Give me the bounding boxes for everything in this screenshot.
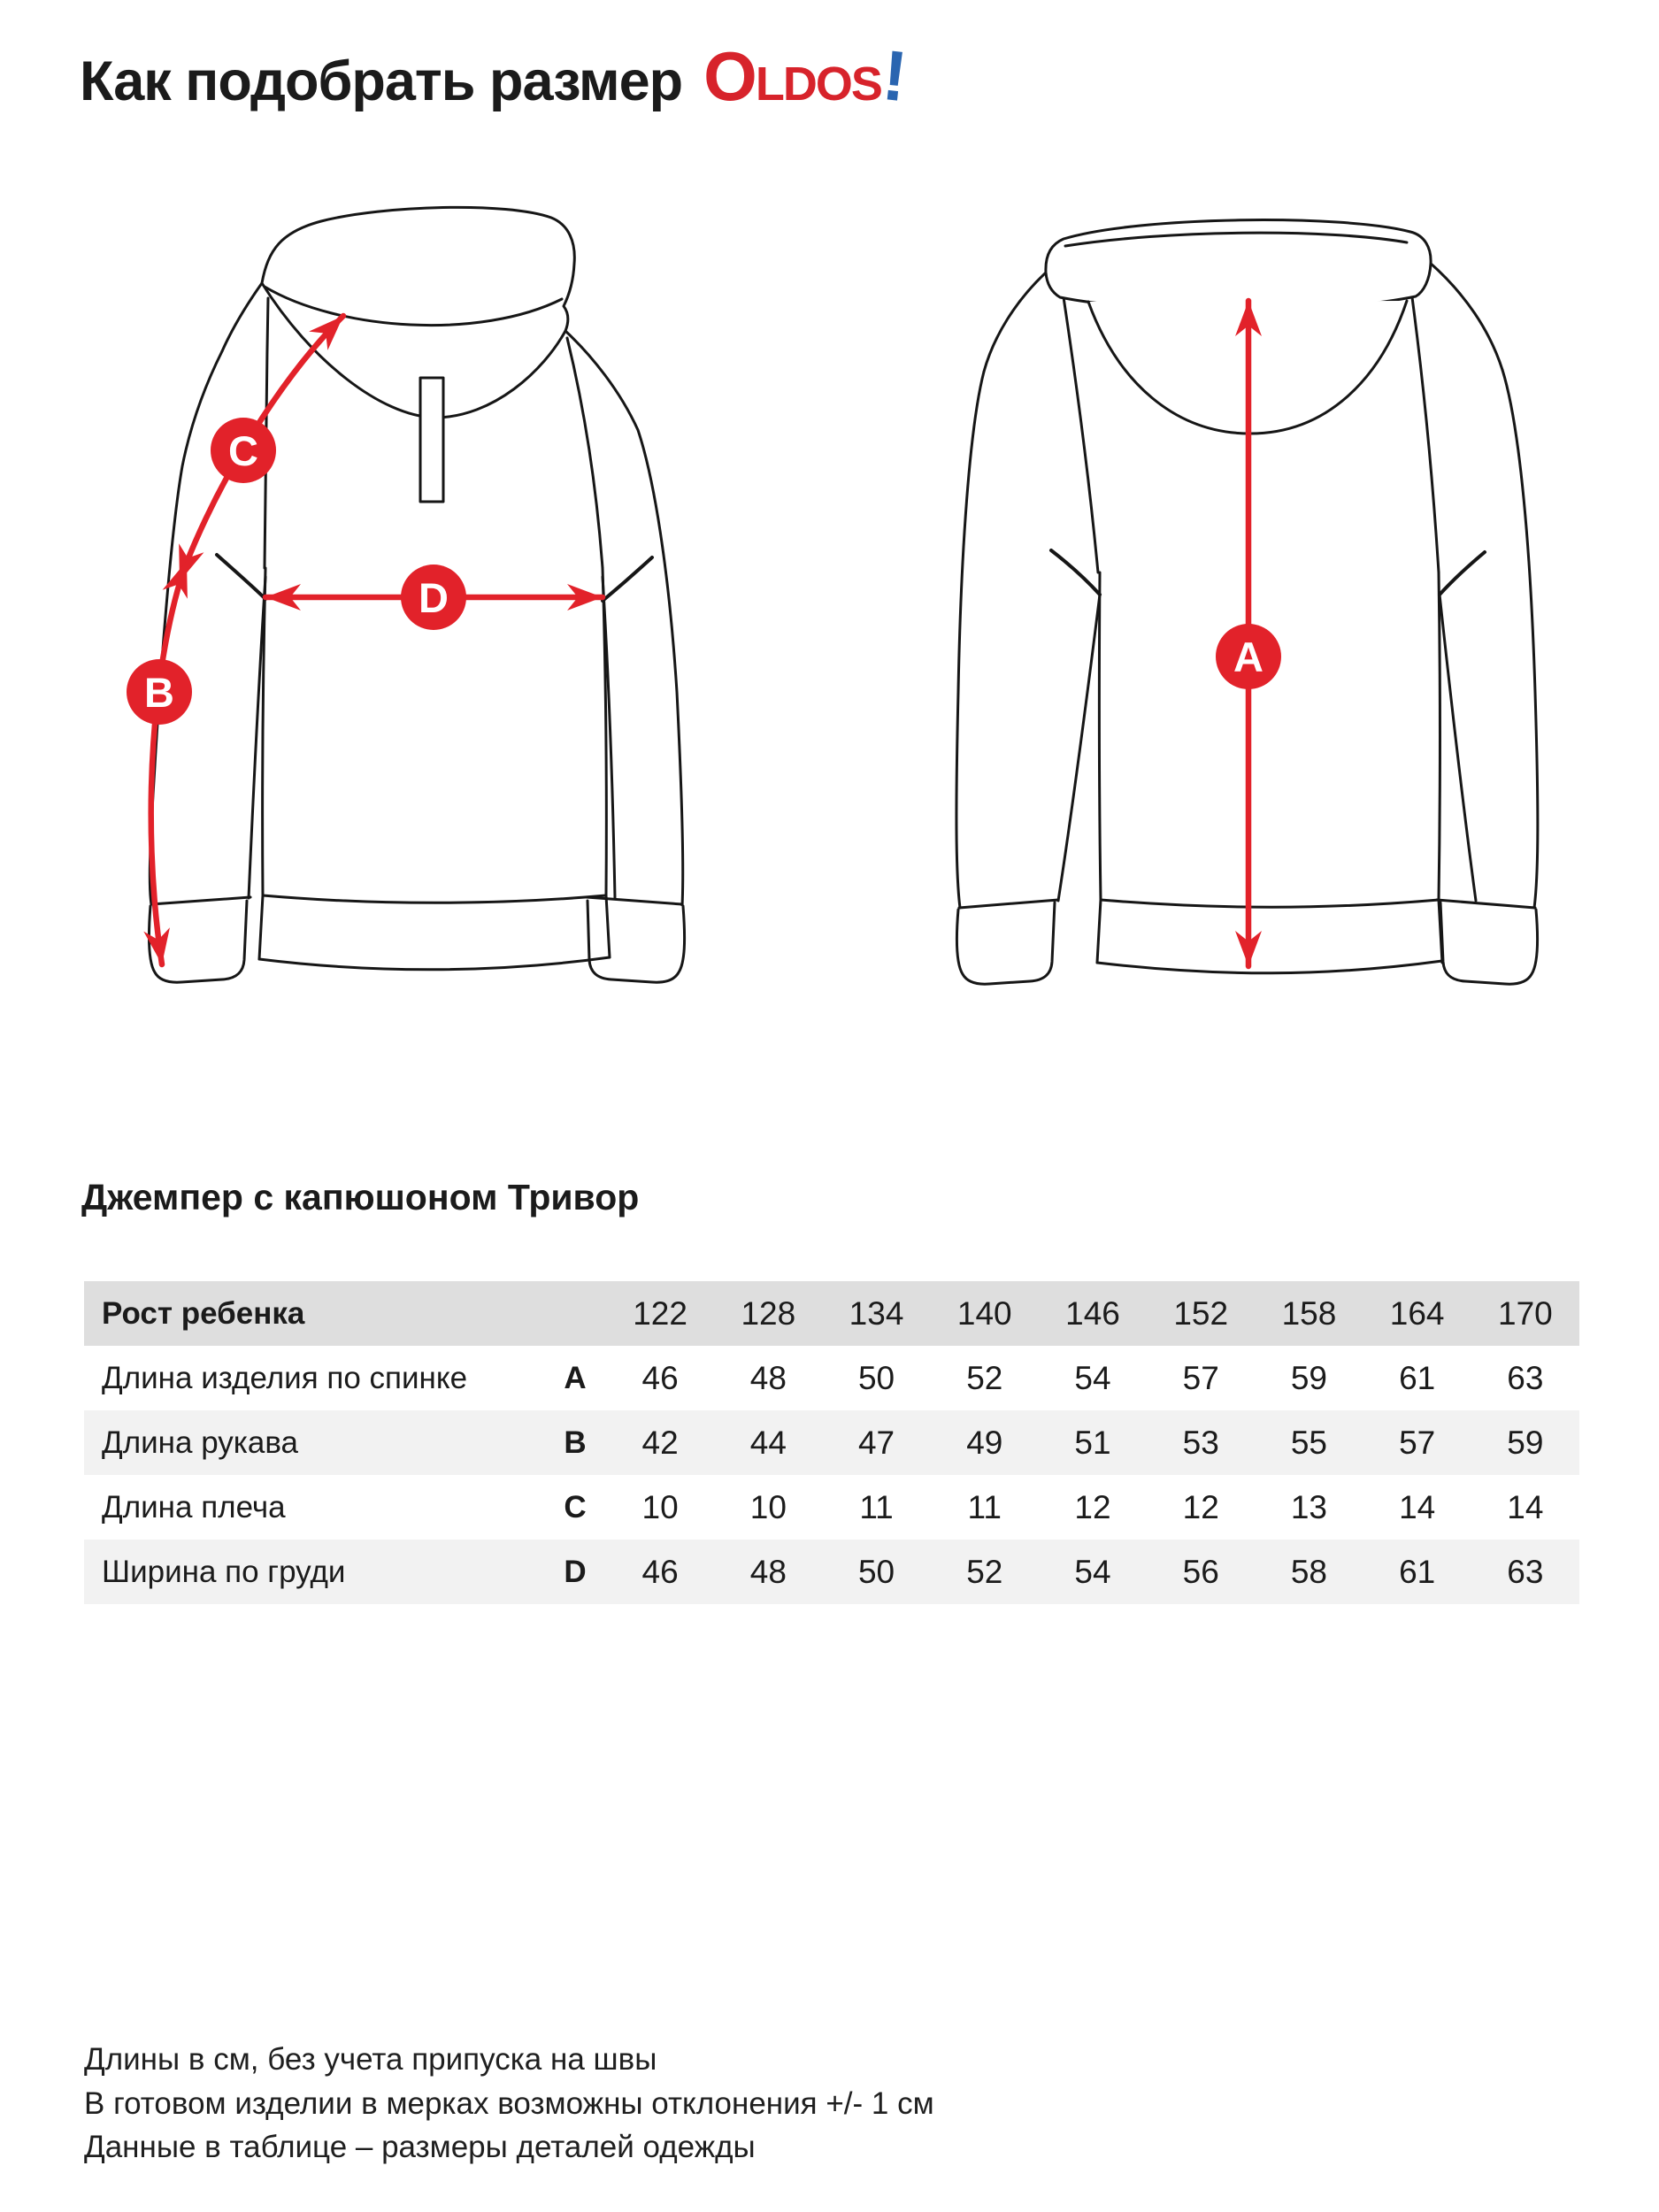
measure-value: 42 bbox=[641, 1424, 679, 1461]
brand-letter: S bbox=[850, 58, 881, 111]
measure-value: 50 bbox=[857, 1359, 895, 1396]
measure-value: 48 bbox=[749, 1359, 787, 1396]
hoodie-back-diagram bbox=[954, 196, 1564, 1024]
measure-value: 46 bbox=[641, 1553, 679, 1590]
footnotes bbox=[84, 2038, 934, 2170]
measure-value: 55 bbox=[1290, 1424, 1328, 1461]
marker-letter-D: D bbox=[419, 574, 449, 621]
measure-value: 44 bbox=[749, 1424, 787, 1461]
table-row bbox=[84, 1410, 1579, 1475]
height-column-header: 152 bbox=[1173, 1294, 1229, 1332]
height-column-header: 140 bbox=[956, 1294, 1012, 1332]
table-header-row bbox=[84, 1281, 1579, 1346]
brand-letter: D bbox=[782, 58, 816, 111]
footnote-line: Данные в таблице – размеры деталей одежды bbox=[84, 2130, 756, 2165]
measure-value: 12 bbox=[1182, 1488, 1219, 1525]
measure-value: 14 bbox=[1399, 1488, 1436, 1525]
product-title: Джемпер с капюшоном Тривор bbox=[81, 1177, 640, 1217]
height-column-header: 170 bbox=[1498, 1294, 1553, 1332]
measure-value: 49 bbox=[966, 1424, 1003, 1461]
front-measure-marks bbox=[127, 316, 603, 964]
measure-value: 50 bbox=[857, 1553, 895, 1590]
measure-value: 56 bbox=[1182, 1553, 1219, 1590]
measure-letter: A bbox=[564, 1360, 587, 1395]
measure-label: Ширина по груди bbox=[102, 1554, 346, 1589]
size-table bbox=[84, 1281, 1579, 1604]
marker-letter-A: A bbox=[1233, 634, 1263, 680]
measure-value: 10 bbox=[749, 1488, 787, 1525]
measure-value: 59 bbox=[1290, 1359, 1328, 1396]
measure-value: 52 bbox=[966, 1553, 1003, 1590]
zipper-placket bbox=[420, 378, 443, 502]
height-column-header: 128 bbox=[741, 1294, 796, 1332]
marker-letter-B: B bbox=[144, 669, 174, 716]
footnote-line: В готовом изделии в мерках возможны отклонения +/- 1 см bbox=[84, 2085, 934, 2121]
measure-value: 61 bbox=[1399, 1553, 1436, 1590]
measure-value: 58 bbox=[1290, 1553, 1328, 1590]
measure-value: 63 bbox=[1507, 1359, 1544, 1396]
measure-value: 46 bbox=[641, 1359, 679, 1396]
measure-label: Длина плеча bbox=[102, 1489, 286, 1525]
table-row bbox=[84, 1540, 1579, 1604]
height-column-header: 146 bbox=[1065, 1294, 1120, 1332]
measure-letter: C bbox=[564, 1489, 587, 1525]
measure-value: 53 bbox=[1182, 1424, 1219, 1461]
measure-value: 52 bbox=[966, 1359, 1003, 1396]
measure-value: 13 bbox=[1290, 1488, 1328, 1525]
brand-exclamation: ! bbox=[879, 35, 910, 117]
measure-value: 57 bbox=[1182, 1359, 1219, 1396]
footnote-line: Длины в см, без учета припуска на швы bbox=[84, 2042, 657, 2077]
height-column-header: 122 bbox=[633, 1294, 687, 1332]
measure-label: Длина изделия по спинке bbox=[102, 1360, 468, 1395]
height-column-header: 164 bbox=[1389, 1294, 1445, 1332]
measure-value: 54 bbox=[1074, 1359, 1111, 1396]
brand-letter: O bbox=[703, 37, 756, 115]
brand-letter: O bbox=[815, 58, 851, 111]
measure-value: 10 bbox=[641, 1488, 679, 1525]
measure-value: 61 bbox=[1399, 1359, 1436, 1396]
table-row bbox=[84, 1475, 1579, 1540]
measure-value: 11 bbox=[859, 1488, 894, 1525]
measure-value: 54 bbox=[1074, 1553, 1111, 1590]
measure-letter: D bbox=[564, 1554, 587, 1589]
page-title: Как подобрать размер bbox=[80, 50, 683, 112]
hoodie-front-diagram bbox=[91, 196, 702, 1024]
measure-value: 12 bbox=[1074, 1488, 1111, 1525]
measure-value: 47 bbox=[857, 1424, 895, 1461]
measure-value: 63 bbox=[1507, 1553, 1544, 1590]
table-row bbox=[84, 1346, 1579, 1410]
measure-letter: B bbox=[564, 1425, 587, 1460]
measure-value: 59 bbox=[1507, 1424, 1544, 1461]
measure-value: 11 bbox=[967, 1488, 1002, 1525]
brand-letter: L bbox=[755, 58, 783, 111]
page-header bbox=[80, 35, 910, 117]
table-header-label: Рост ребенка bbox=[102, 1295, 305, 1331]
measure-label: Длина рукава bbox=[102, 1425, 298, 1460]
measure-value: 51 bbox=[1074, 1424, 1111, 1461]
measure-value: 14 bbox=[1507, 1488, 1544, 1525]
height-column-header: 134 bbox=[849, 1294, 904, 1332]
brand-logo bbox=[703, 35, 910, 117]
height-column-header: 158 bbox=[1281, 1294, 1337, 1332]
measure-value: 48 bbox=[749, 1553, 787, 1590]
marker-letter-C: C bbox=[228, 427, 258, 474]
measure-value: 57 bbox=[1399, 1424, 1436, 1461]
